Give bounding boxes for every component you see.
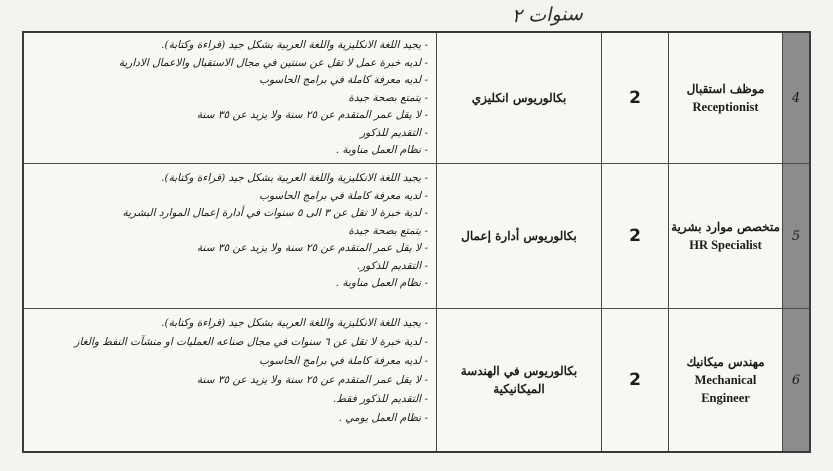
job-title-english: Receptionist bbox=[692, 100, 759, 114]
table-row bbox=[24, 164, 809, 309]
requirement-item: - لديه خبرة عمل لا تقل عن سنتين في مجال الاستقبال والاعمال الادارية bbox=[30, 55, 428, 73]
row-number: 5 bbox=[791, 228, 801, 244]
requirement-item: - يتمتع بصحة جيدة bbox=[30, 223, 428, 241]
count-text: 2 bbox=[629, 370, 641, 390]
job-title-english: Mechanical Engineer bbox=[694, 373, 757, 405]
requirements-list bbox=[24, 33, 436, 160]
requirements-cell bbox=[24, 164, 436, 308]
requirement-item: - التقديم للذكور bbox=[30, 125, 428, 143]
row-number-cell bbox=[782, 164, 809, 308]
requirements-cell bbox=[24, 309, 436, 451]
requirement-item: - لديه معرفة كاملة في برامج الحاسوب bbox=[30, 352, 428, 371]
requirement-item: - يجيد اللغة الانكليزية واللغة العربية بشكل جيد (قراءة وكتابة). bbox=[30, 37, 428, 55]
requirements-cell bbox=[24, 33, 436, 163]
count-text: 2 bbox=[629, 226, 641, 246]
count-text: 2 bbox=[629, 88, 641, 108]
requirement-item: - التقديم للذكور. bbox=[30, 258, 428, 276]
requirement-item: - يتمتع بصحة جيدة bbox=[30, 90, 428, 108]
requirement-item: - لا يقل عمر المتقدم عن ٢٥ سنة ولا يزيد عن ٣٥ سنة bbox=[30, 107, 428, 125]
qualification-text: بكالوريوس انكليزي bbox=[471, 91, 567, 105]
requirement-item: - يجيد اللغة الانكليزية واللغة العربية بشكل جيد (قراءة وكتابة). bbox=[30, 170, 428, 188]
row-number-cell bbox=[782, 309, 809, 451]
qualification-text: بكالوريوس في الهندسة الميكانيكية bbox=[460, 364, 578, 396]
requirement-item: - لا يقل عمر المتقدم عن ٢٥ سنة ولا يزيد عن ٣٥ سنة bbox=[30, 240, 428, 258]
requirement-item: - يجيد اللغة الانكليزية واللغة العربية بشكل جيد (قراءة وكتابة). bbox=[30, 314, 428, 333]
row-number: 6 bbox=[791, 372, 801, 388]
requirement-item: - لديه معرفة كاملة في برامج الحاسوب bbox=[30, 188, 428, 206]
requirement-item: - نظام العمل مناوبة . bbox=[30, 142, 428, 160]
requirement-item: - لدية خبرة لا تقل عن ٣ الى ٥ سنوات في أدارة إعمال الموارد البشرية bbox=[30, 205, 428, 223]
job-title-cell bbox=[668, 33, 782, 163]
requirement-item: - لديه معرفة كاملة في برامج الحاسوب bbox=[30, 72, 428, 90]
job-title-cell bbox=[668, 164, 782, 308]
qualification-cell bbox=[436, 164, 601, 308]
job-title-english: HR Specialist bbox=[689, 238, 762, 252]
qualification-text: بكالوريوس أدارة إعمال bbox=[461, 229, 577, 243]
qualification-cell bbox=[436, 309, 601, 451]
job-title-arabic: متخصص موارد بشرية bbox=[671, 220, 780, 234]
qualification-cell bbox=[436, 33, 601, 163]
requirement-item: - التقديم للذكور فقط. bbox=[30, 390, 428, 409]
requirement-item: - لدية خبرة لا تقل عن ٦ سنوات في مجال صناعه العمليات او منشآت النفط والغاز bbox=[30, 333, 428, 352]
job-title-cell bbox=[668, 309, 782, 451]
handwritten-note: سنوات ٢ bbox=[511, 2, 584, 28]
requirements-list bbox=[24, 164, 436, 293]
requirement-item: - لا يقل عمر المتقدم عن ٢٥ سنة ولا يزيد عن ٣٥ سنة bbox=[30, 371, 428, 390]
count-cell bbox=[601, 33, 668, 163]
requirement-item: - نظام العمل يومي . bbox=[30, 409, 428, 428]
row-number-cell bbox=[782, 33, 809, 163]
jobs-table bbox=[22, 31, 811, 453]
job-title-arabic: موظف استقبال bbox=[686, 82, 765, 96]
job-title-arabic: مهندس ميكانيك bbox=[686, 355, 765, 369]
table-row bbox=[24, 309, 809, 451]
count-cell bbox=[601, 309, 668, 451]
row-number: 4 bbox=[791, 90, 801, 106]
requirements-list bbox=[24, 309, 436, 428]
table-row bbox=[24, 33, 809, 164]
requirement-item: - نظام العمل مناوبة . bbox=[30, 275, 428, 293]
count-cell bbox=[601, 164, 668, 308]
